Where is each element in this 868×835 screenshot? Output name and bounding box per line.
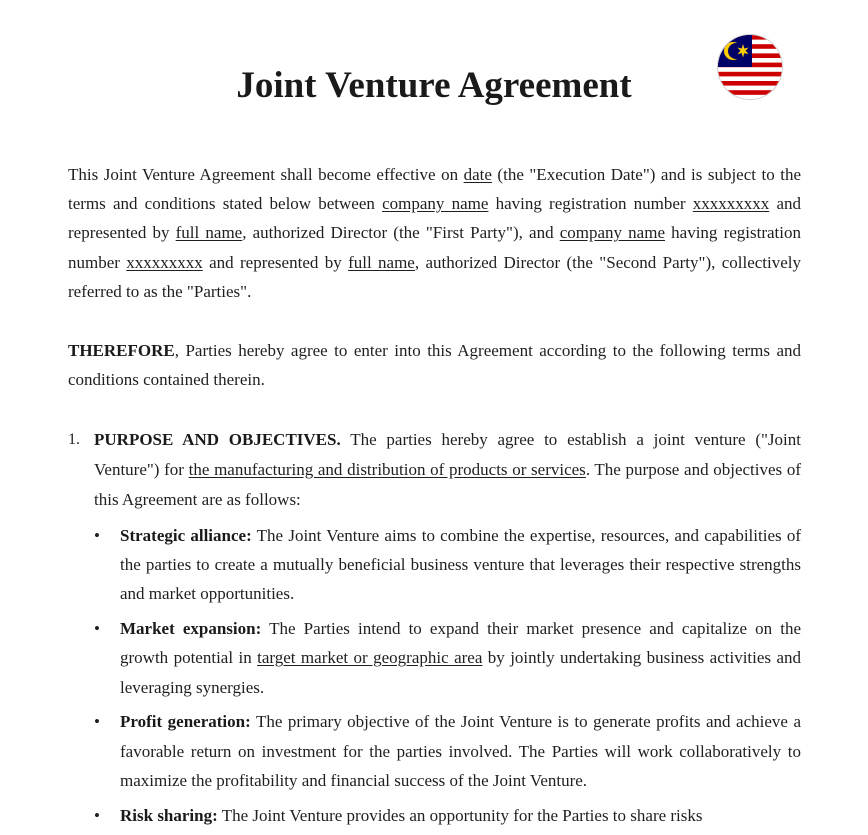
first-director-name-field[interactable]: full name xyxy=(175,223,243,243)
therefore-keyword: THEREFORE xyxy=(68,341,175,360)
malaysia-flag-icon xyxy=(718,35,782,99)
intro-text: This Joint Venture Agreement shall become effective on xyxy=(68,165,464,184)
bullet-label: Strategic alliance: xyxy=(120,526,252,545)
objectives-list xyxy=(94,521,801,835)
section-number: 1. xyxy=(68,431,80,448)
bullet-icon: • xyxy=(94,619,100,639)
bullet-text: The Parties intend to expand their market presence and capitalize on the growth potential in xyxy=(120,619,801,668)
list-item xyxy=(94,707,801,795)
intro-text: having registration number xyxy=(68,223,801,272)
bullet-icon: • xyxy=(94,712,100,732)
intro-text: , authorized Director (the "First Party"), and xyxy=(242,223,560,243)
first-company-name-field[interactable]: company name xyxy=(382,194,489,214)
bullet-icon: • xyxy=(94,526,100,545)
bullet-text: The primary objective of the Joint Venture is to generate profits and achieve a favorable return on investment for the parties involved. The Parties will work collaboratively to maximize the profitability and financial success of the Joint Venture. xyxy=(120,712,801,790)
section-heading: PURPOSE AND OBJECTIVES. xyxy=(94,430,341,449)
therefore-paragraph xyxy=(68,336,801,394)
second-director-name-field[interactable]: full name xyxy=(348,252,415,272)
list-item xyxy=(94,801,801,830)
second-registration-number-field[interactable]: xxxxxxxxx xyxy=(126,252,203,272)
bullet-label: Market expansion: xyxy=(120,619,262,639)
bullet-text: by jointly undertaking business activities and leveraging synergies. xyxy=(120,648,801,697)
date-field[interactable]: date xyxy=(463,165,492,184)
section-purpose-objectives xyxy=(68,425,801,515)
bullet-icon: • xyxy=(94,805,100,825)
venture-purpose-field[interactable]: the manufacturing and distribution of products or services xyxy=(188,460,586,479)
intro-text: having registration number xyxy=(488,194,693,214)
intro-text: (the "Execution Date") and is subject to the terms and conditions stated below between xyxy=(68,165,801,214)
section-body xyxy=(94,425,801,515)
second-company-name-field[interactable]: company name xyxy=(559,223,665,243)
bullet-text: The Joint Venture aims to combine the expertise, resources, and capabilities of the parties to create a mutually beneficial business venture that leverages their respective strengths and market opportunities. xyxy=(120,526,801,604)
first-registration-number-field[interactable]: xxxxxxxxx xyxy=(692,194,770,214)
list-item xyxy=(94,614,801,702)
document-title: Joint Venture Agreement xyxy=(236,65,632,106)
bullet-label: Profit generation: xyxy=(120,712,251,732)
target-market-field[interactable]: target market or geographic area xyxy=(257,648,483,668)
therefore-text: , Parties hereby agree to enter into this Agreement according to the following terms and conditions contained therein. xyxy=(68,341,801,390)
section-text: . The purpose and objectives of this Agreement are as follows: xyxy=(94,460,801,509)
intro-paragraph xyxy=(68,160,801,306)
intro-text: , authorized Director (the "Second Party"), collectively referred to as the "Parties". xyxy=(68,252,802,301)
intro-text: and represented by xyxy=(68,194,801,243)
section-text: The parties hereby agree to establish a joint venture ("Joint Venture") for xyxy=(94,430,801,479)
bullet-text: The Joint Venture provides an opportunity for the Parties to share risks xyxy=(217,805,703,825)
list-item xyxy=(94,521,801,609)
intro-text: and represented by xyxy=(202,252,349,272)
bullet-label: Risk sharing: xyxy=(120,805,218,825)
